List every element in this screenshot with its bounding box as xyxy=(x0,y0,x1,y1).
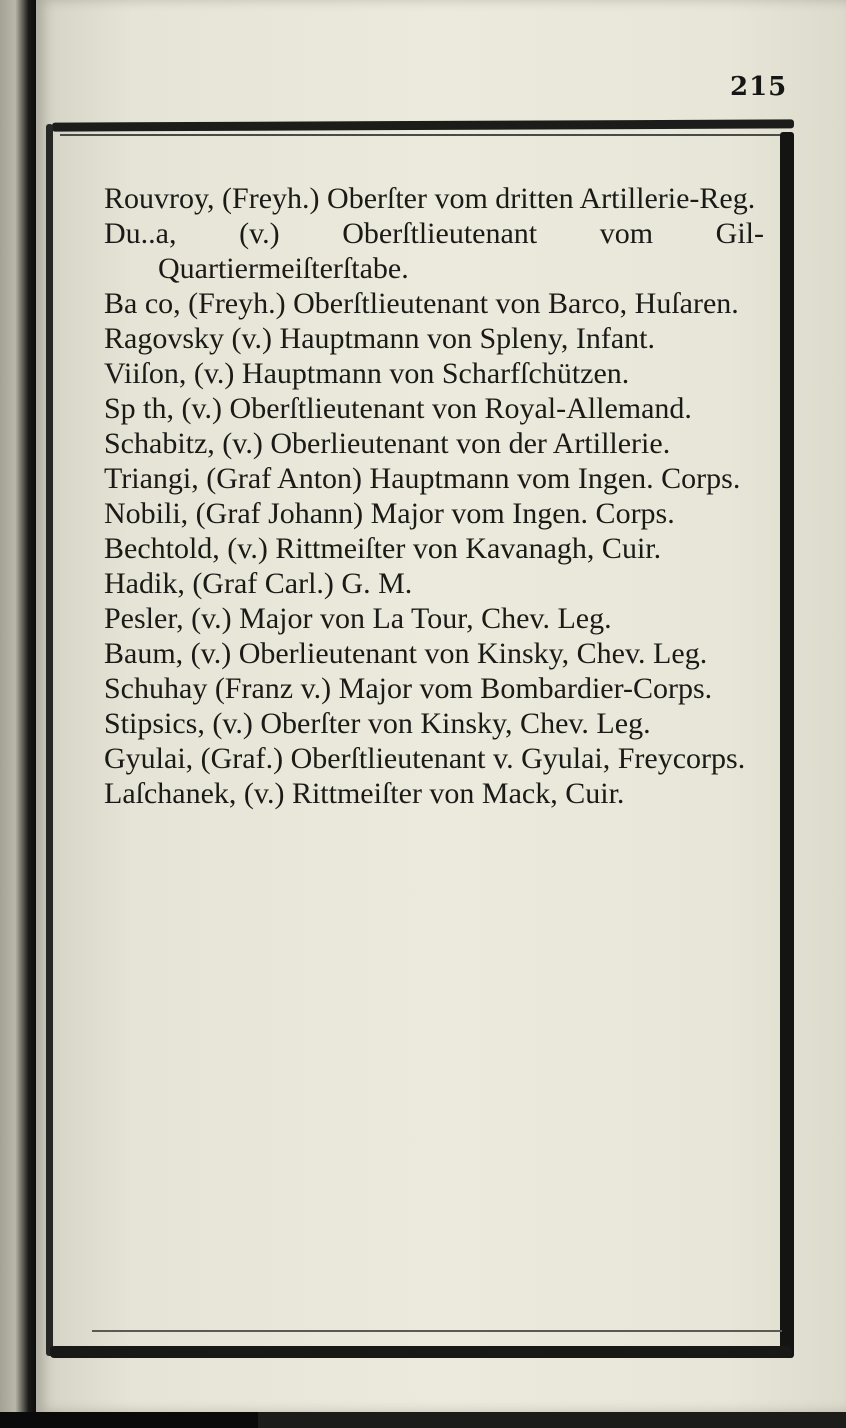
scanner-bottom-edge xyxy=(0,1412,846,1428)
list-item: Schuhay (Franz v.) Major vom Bombardier-Corps. xyxy=(104,672,713,705)
list-item: Stipsics, (v.) Oberſter von Kinsky, Chev. Leg. xyxy=(104,707,651,740)
list-item: Hadik, (Graf Carl.) G. M. xyxy=(104,567,413,600)
previous-page-edge xyxy=(0,0,38,1428)
list-item: Baum, (v.) Oberlieutenant von Kinsky, Chev. Leg. xyxy=(104,637,708,670)
frame-border-left xyxy=(46,124,53,1356)
list-item: Bechtold, (v.) Rittmeiſter von Kavanagh, Cuir. xyxy=(104,532,662,565)
list-item: Ragovsky (v.) Hauptmann von Spleny, Infant. xyxy=(104,322,656,355)
list-item: Nobili, (Graf Johann) Major vom Ingen. Corps. xyxy=(104,497,675,530)
list-item: Pesler, (v.) Major von La Tour, Chev. Leg. xyxy=(104,602,612,635)
page-number: 215 xyxy=(730,72,788,102)
list-item: Schabitz, (v.) Oberlieutenant von der Artillerie. xyxy=(104,427,671,460)
officer-list xyxy=(104,181,764,811)
frame-border-bottom xyxy=(50,1346,792,1358)
frame-border-right xyxy=(780,132,794,1358)
frame-rule-bottom xyxy=(92,1330,782,1332)
scanner-bottom-edge-light xyxy=(258,1412,846,1428)
list-item: Sp th, (v.) Oberſtlieutenant von Royal-Allemand. xyxy=(104,392,692,425)
frame-rule-top xyxy=(60,134,780,136)
list-item: Ba co, (Freyh.) Oberſtlieutenant von Barco, Huſaren. xyxy=(104,287,739,320)
list-item: Rouvroy, (Freyh.) Oberſter vom dritten Artillerie-Reg. xyxy=(104,182,756,215)
list-item: Du..a, (v.) Oberſtlieutenant vom Gil-Quartiermeiſterſtabe. xyxy=(104,217,764,285)
list-item: Triangi, (Graf Anton) Hauptmann vom Ingen. Corps. xyxy=(104,462,741,495)
list-item: Gyulai, (Graf.) Oberſtlieutenant v. Gyulai, Freycorps. xyxy=(104,742,746,775)
list-item: Viiſon, (v.) Hauptmann von Scharfſchützen. xyxy=(104,357,630,390)
list-item: Laſchanek, (v.) Rittmeiſter von Mack, Cuir. xyxy=(104,777,625,810)
